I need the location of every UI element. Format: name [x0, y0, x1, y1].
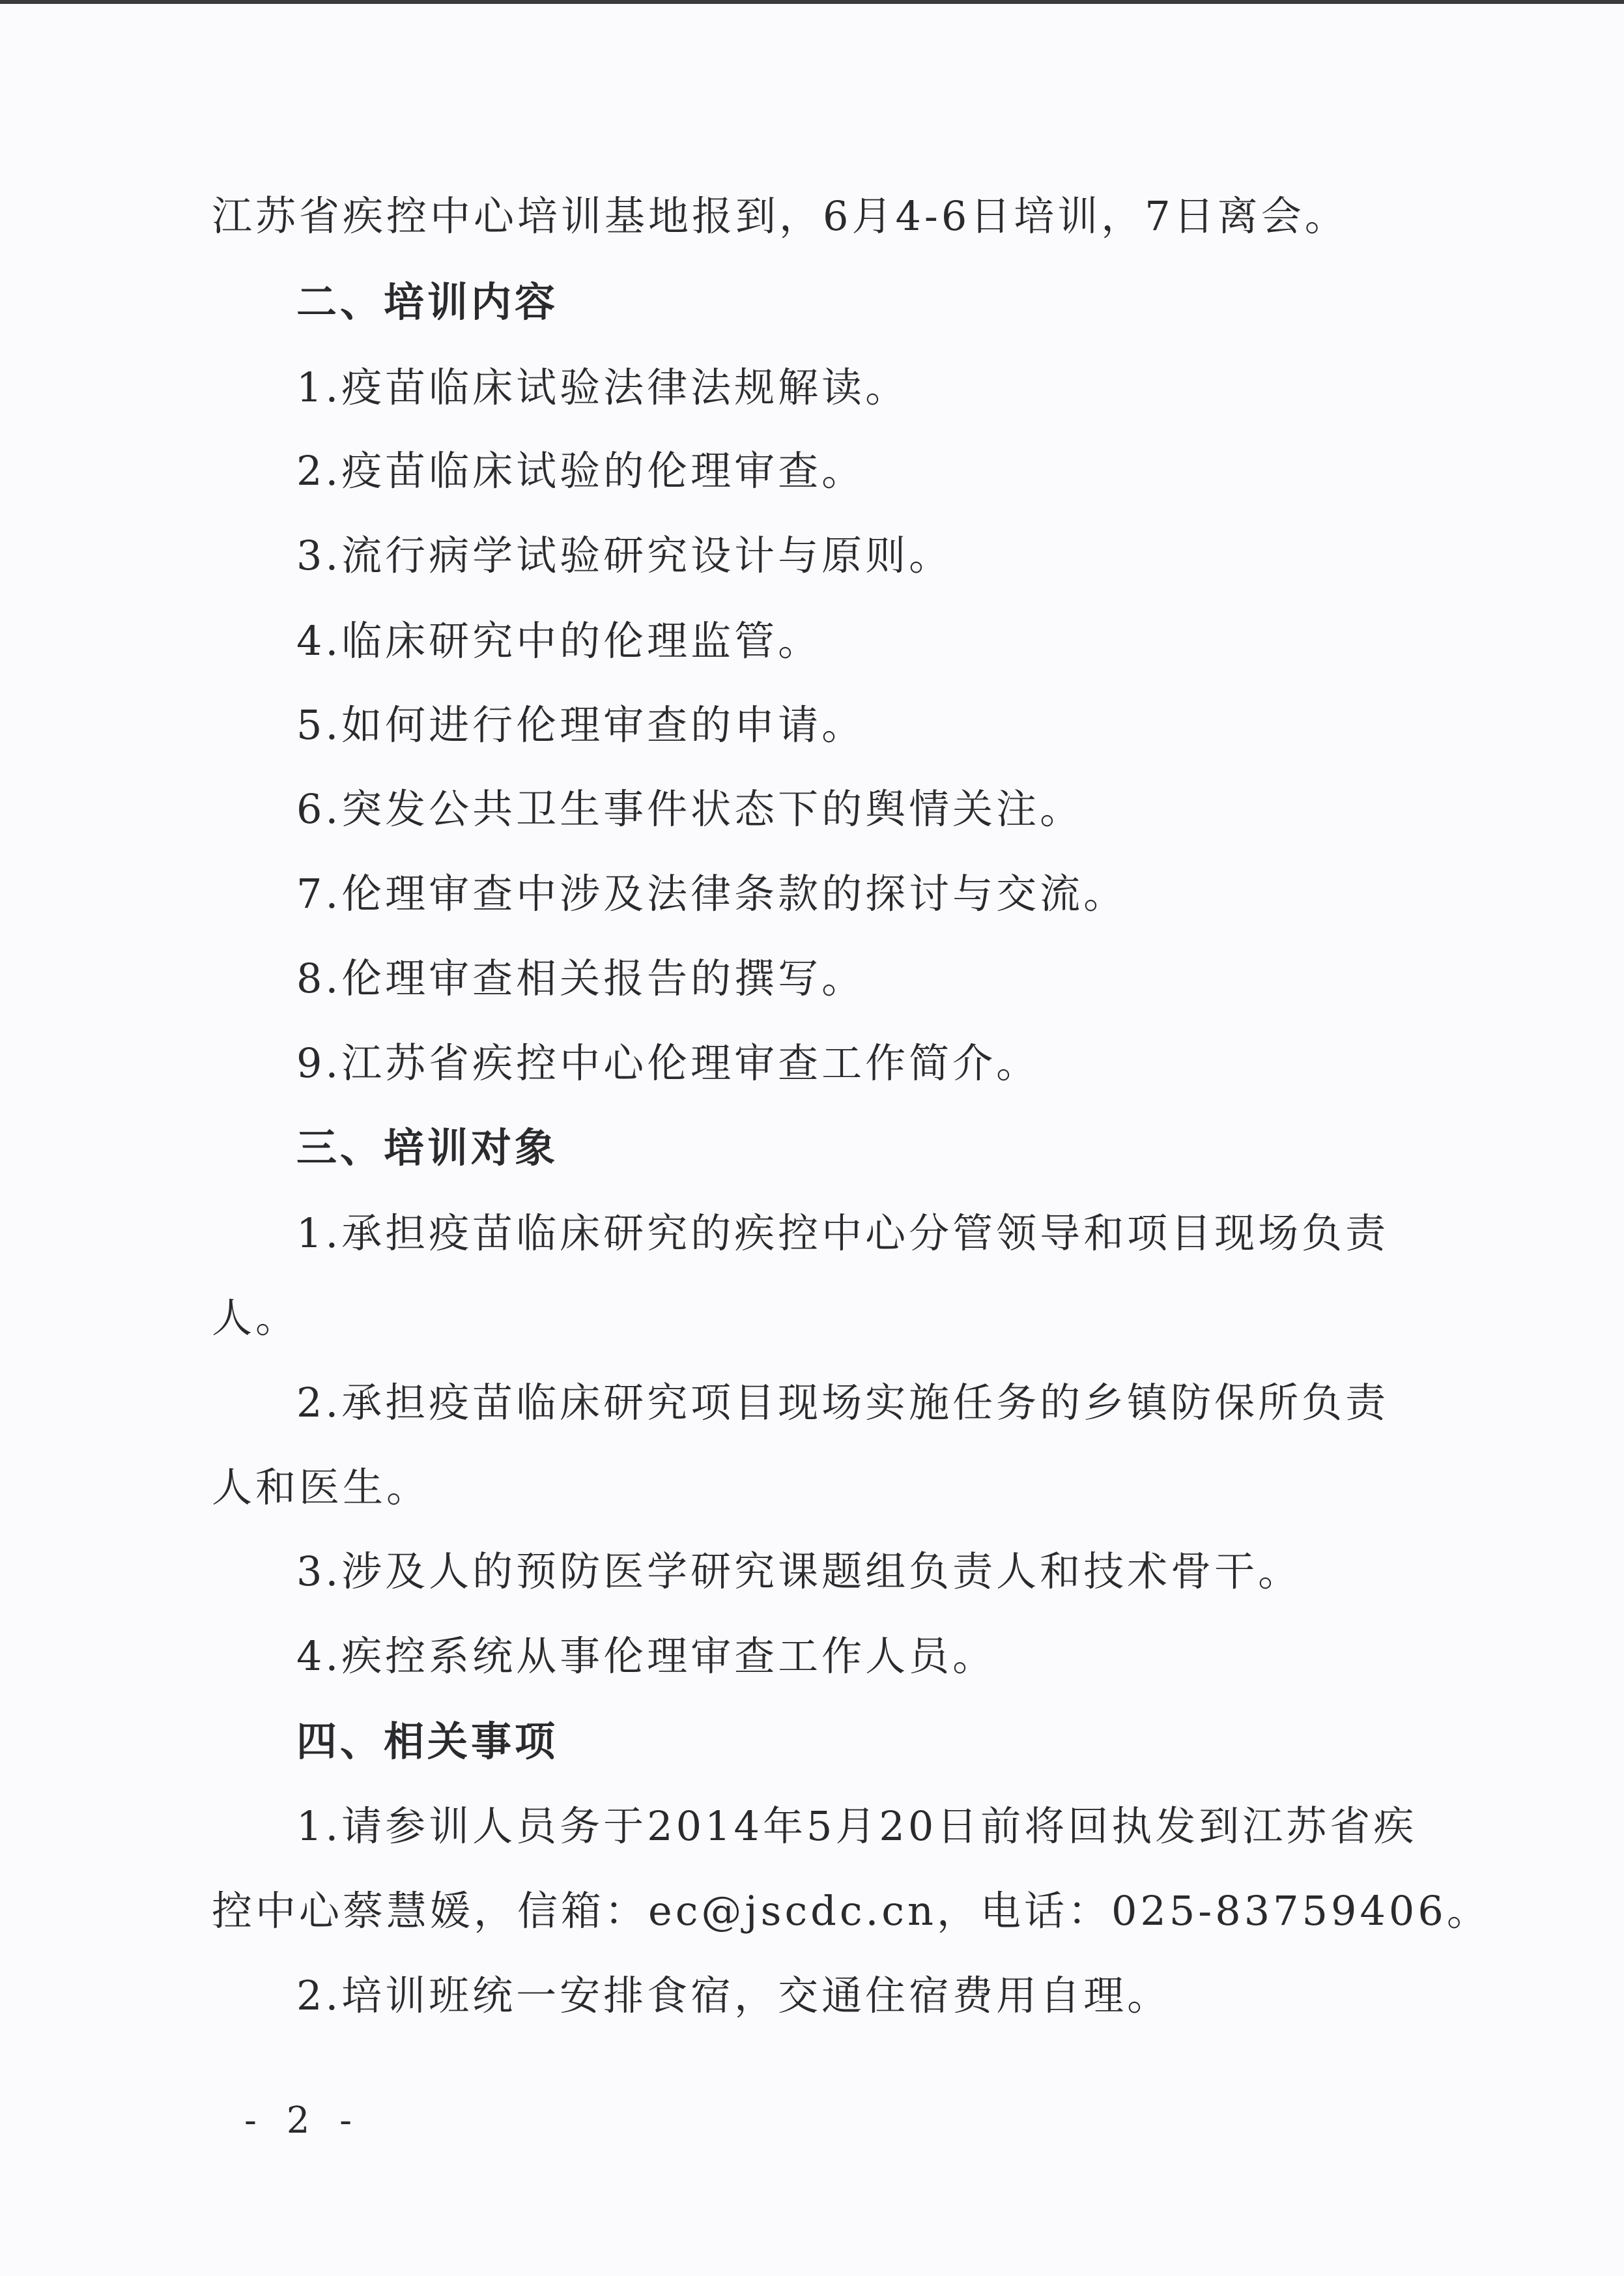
list-item: 8.伦理审查相关报告的撰写。 [296, 955, 866, 1002]
list-item: 2.承担疫苗临床研究项目现场实施任务的乡镇防保所负责 [296, 1379, 1389, 1426]
list-item: 5.如何进行伦理审查的申请。 [296, 701, 866, 749]
list-item: 4.临床研究中的伦理监管。 [296, 617, 822, 665]
list-item-continuation: 控中心蔡慧媛，信箱：ec@jscdc.cn，电话：025-83759406。 [212, 1887, 1490, 1935]
list-item: 1.承担疫苗临床研究的疾控中心分管领导和项目现场负责 [296, 1209, 1389, 1257]
list-item: 1.疫苗临床试验法律法规解读。 [296, 364, 909, 411]
list-item: 1.请参训人员务于2014年5月20日前将回执发到江苏省疾 [296, 1802, 1417, 1850]
list-item: 6.突发公共卫生事件状态下的舆情关注。 [296, 785, 1084, 833]
list-item-continuation: 人。 [212, 1294, 300, 1342]
section-heading-training-content: 二、培训内容 [296, 278, 559, 326]
list-item: 3.流行病学试验研究设计与原则。 [296, 532, 953, 579]
page-number: - 2 - [244, 2099, 362, 2142]
list-item: 3.涉及人的预防医学研究课题组负责人和技术骨干。 [296, 1548, 1302, 1595]
list-item: 7.伦理审查中涉及法律条款的探讨与交流。 [296, 870, 1128, 917]
list-item: 9.江苏省疾控中心伦理审查工作简介。 [296, 1039, 1040, 1087]
section-heading-related-matters: 四、相关事项 [296, 1718, 559, 1765]
list-item-continuation: 人和医生。 [212, 1463, 431, 1511]
list-item: 2.培训班统一安排食宿，交通住宿费用自理。 [296, 1972, 1171, 2019]
list-item: 4.疾控系统从事伦理审查工作人员。 [296, 1632, 997, 1680]
scan-top-edge [0, 0, 1624, 4]
text-line-continuation: 江苏省疾控中心培训基地报到，6月4-6日培训，7日离会。 [212, 192, 1348, 240]
list-item: 2.疫苗临床试验的伦理审查。 [296, 447, 866, 495]
section-heading-training-targets: 三、培训对象 [296, 1124, 559, 1172]
